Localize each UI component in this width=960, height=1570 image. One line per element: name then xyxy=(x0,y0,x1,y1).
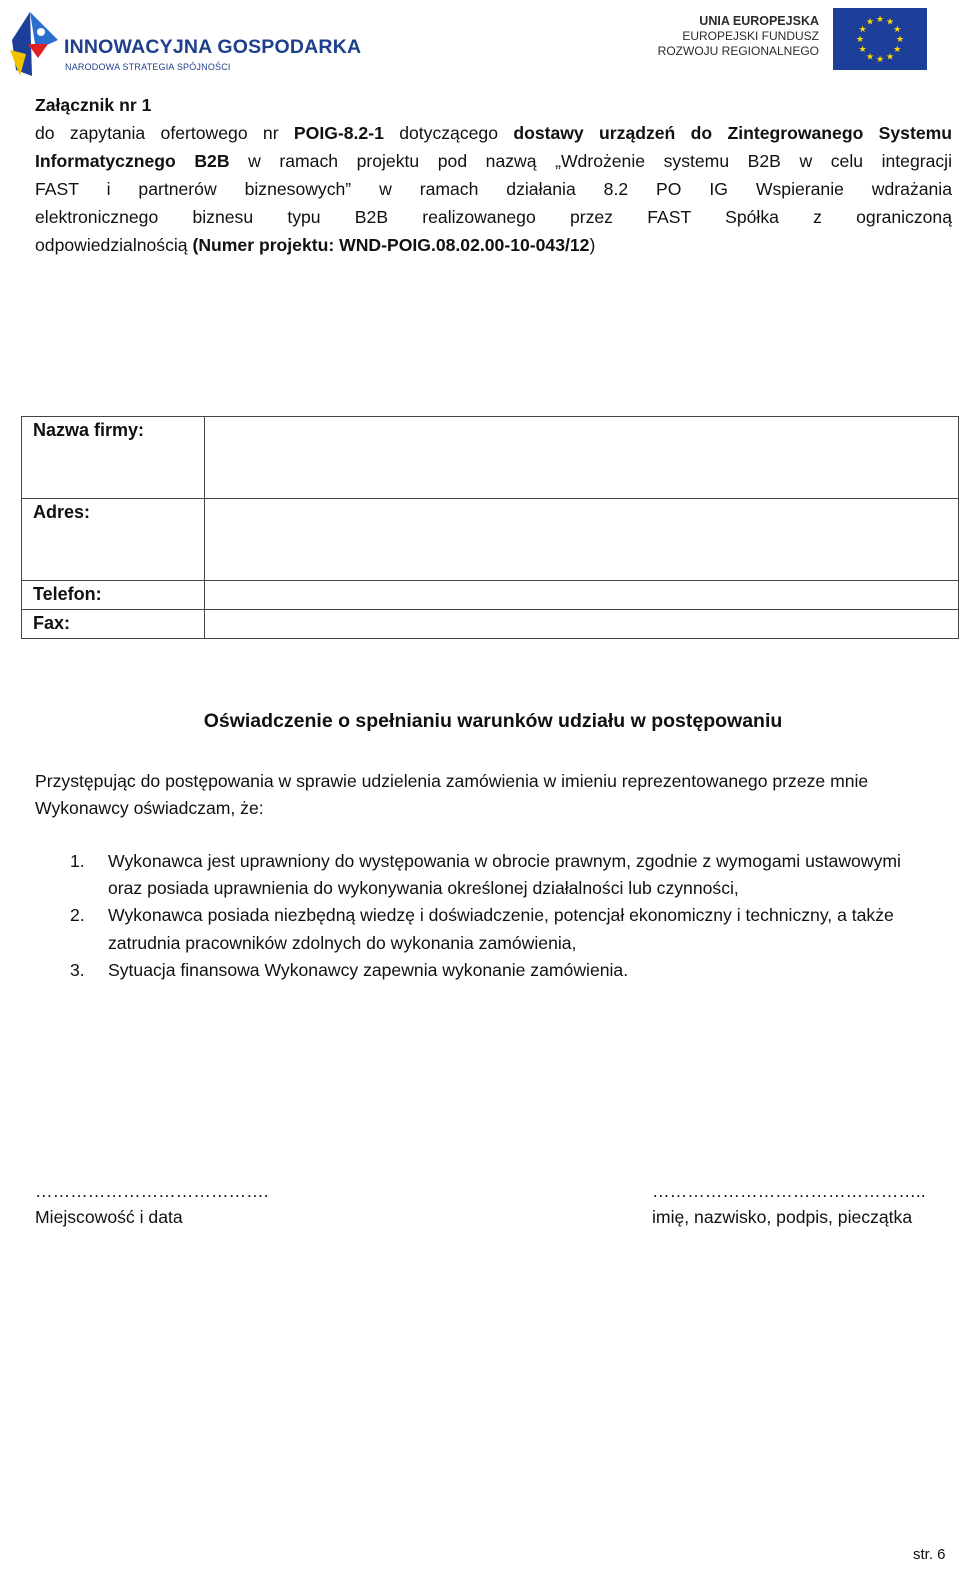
intro-text: odpowiedzialnością xyxy=(35,235,193,255)
delivery-subject: dostawy urządzeń do Zintegrowanego Systemu xyxy=(513,123,952,143)
company-details-table xyxy=(21,416,959,639)
statement-intro: Przystępując do postępowania w sprawie udzielenia zamówienia w imieniu reprezentowanego przeze mnie Wykonawcy oświadczam, że: xyxy=(35,771,869,818)
logo-left-subtitle: NARODOWA STRATEGIA SPÓJNOŚCI xyxy=(65,62,231,72)
eu-star-icon: ★ xyxy=(895,34,905,44)
eu-star-icon: ★ xyxy=(875,54,885,64)
eu-star-icon: ★ xyxy=(865,51,875,62)
eu-logo-line-2: EUROPEJSKI FUNDUSZ xyxy=(682,29,819,43)
eu-logo-line-3: ROZWOJU REGIONALNEGO xyxy=(657,44,819,58)
table-row xyxy=(22,499,959,581)
eu-star-icon: ★ xyxy=(875,14,885,24)
table-row xyxy=(22,581,959,610)
table-row xyxy=(22,610,959,639)
address-label: Adres: xyxy=(22,499,205,581)
intro-line-5 xyxy=(35,231,952,259)
signature-dots: ……………………………………….. xyxy=(652,1181,926,1201)
page-number: str. 6 xyxy=(913,1546,946,1563)
intro-line-4: elektronicznego biznesu typu B2B realizowanego przez FAST Spółka z ograniczoną xyxy=(35,207,952,227)
address-field[interactable] xyxy=(205,499,959,581)
list-item-text: Sytuacja finansowa Wykonawcy zapewnia wykonanie zamówienia. xyxy=(108,959,629,980)
eu-star-icon: ★ xyxy=(893,24,902,34)
list-item xyxy=(70,848,930,902)
signature-label: imię, nazwisko, podpis, pieczątka xyxy=(652,1207,913,1227)
eu-star-icon: ★ xyxy=(885,16,895,27)
statement-heading: Oświadczenie o spełnianiu warunków udziału w postępowaniu xyxy=(203,710,783,732)
eu-star-icon: ★ xyxy=(858,44,867,54)
phone-label: Telefon: xyxy=(22,581,205,610)
conditions-list xyxy=(70,848,930,984)
tender-number: POIG-8.2-1 xyxy=(293,123,384,143)
fax-label: Fax: xyxy=(22,610,205,639)
fax-field[interactable] xyxy=(205,610,959,639)
intro-text: dotyczącego xyxy=(383,123,514,143)
delivery-subject: Informatycznego B2B xyxy=(35,151,230,171)
project-number: (Numer projektu: WND-POIG.08.02.00-10-043/12 xyxy=(192,235,590,255)
eu-star-icon: ★ xyxy=(865,16,875,27)
annex-label: Załącznik nr 1 xyxy=(35,95,152,115)
intro-line-2 xyxy=(35,147,952,175)
intro-text: w ramach projektu pod nazwą „Wdrożenie systemu B2B w celu integracji xyxy=(229,151,952,171)
list-item xyxy=(70,957,930,984)
eu-logo xyxy=(657,8,927,72)
logo-left-title: INNOWACYJNA GOSPODARKA xyxy=(64,36,362,58)
place-date-signature xyxy=(35,1178,269,1230)
innowacyjna-gospodarka-logo xyxy=(8,10,362,78)
ig-emblem-icon xyxy=(8,10,62,78)
annex-intro xyxy=(35,91,952,259)
list-item xyxy=(70,902,930,956)
company-name-label: Nazwa firmy: xyxy=(22,417,205,499)
table-row xyxy=(22,417,959,499)
intro-line-3: FAST i partnerów biznesowych” w ramach działania 8.2 PO IG Wspieranie wdrażania xyxy=(35,179,952,199)
eu-logo-line-1: UNIA EUROPEJSKA xyxy=(699,14,819,28)
eu-star-icon: ★ xyxy=(858,24,867,34)
eu-flag-icon xyxy=(833,8,927,70)
eu-logo-text xyxy=(658,14,819,59)
list-item-number: 3. xyxy=(70,959,85,980)
list-item-text: Wykonawca jest uprawniony do występowania w obrocie prawnym, zgodnie z wymogami ustawowymi oraz posiada uprawnienia do wykonywania określonej działalności lub czynności, xyxy=(108,851,901,899)
list-item-number: 2. xyxy=(70,905,85,926)
eu-star-icon: ★ xyxy=(885,51,895,62)
place-date-label: Miejscowość i data xyxy=(35,1207,183,1227)
name-signature xyxy=(652,1178,926,1230)
intro-line-1 xyxy=(35,119,952,147)
intro-text: do zapytania ofertowego nr xyxy=(35,123,294,143)
intro-text: ) xyxy=(589,235,596,255)
list-item-number: 1. xyxy=(70,851,85,871)
list-item-text: Wykonawca posiada niezbędną wiedzę i doświadczenie, potencjał ekonomiczny i techniczny, a także zatrudnia pracowników zdolnych do wykonania zamówienia, xyxy=(108,905,894,953)
phone-field[interactable] xyxy=(205,581,959,610)
company-name-field[interactable] xyxy=(205,417,959,499)
place-date-dots: …………………………………. xyxy=(35,1181,269,1201)
eu-star-icon: ★ xyxy=(855,34,865,44)
eu-star-icon: ★ xyxy=(893,44,902,54)
